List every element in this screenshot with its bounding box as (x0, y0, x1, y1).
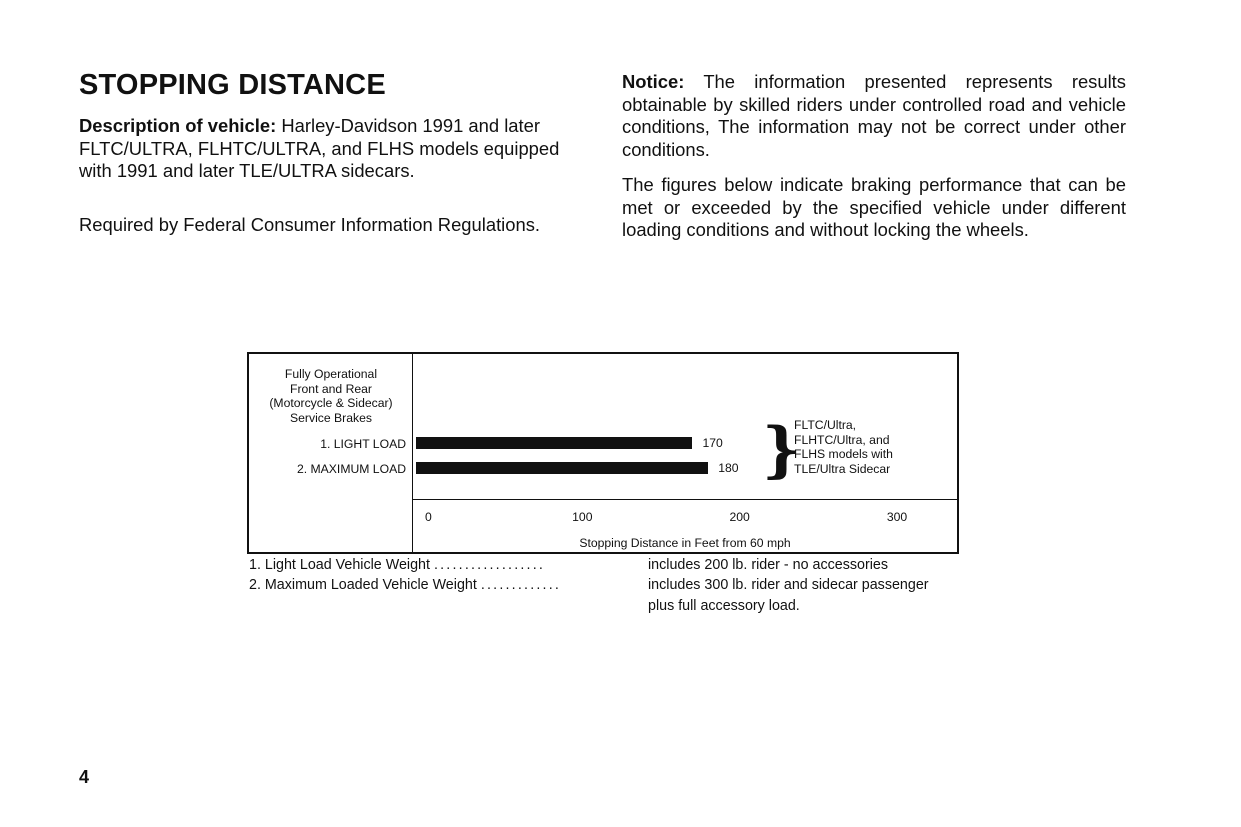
bar-value-light-load: 170 (702, 436, 723, 450)
brace-icon: } (762, 415, 801, 485)
x-tick-label: 200 (729, 510, 750, 524)
category-label-light-load: 1. LIGHT LOAD (320, 437, 406, 451)
annotation-line: FLTC/Ultra, (794, 418, 857, 432)
leader-dots: ............. (480, 577, 562, 593)
leader-dots: .................. (433, 557, 546, 573)
footnote-label-text: 1. Light Load Vehicle Weight (249, 557, 430, 573)
footnote-label (249, 577, 629, 594)
footnote-text: plus full accessory load. (648, 598, 800, 614)
annotation-line: FLHTC/Ultra, and (794, 432, 890, 447)
regulation-statement: Required by Federal Consumer Information Regulations. (79, 214, 541, 235)
notice-text: The information presented represents results obtainable by skilled riders under controlled road and vehicle conditions, The information may not be correct under other conditions. (622, 71, 1126, 160)
figures-paragraph: The figures below indicate braking performance that can be met or exceeded by the specified vehicle under different loading conditions and without locking the wheels. (622, 174, 1126, 241)
page-number: 4 (79, 767, 90, 787)
stopping-distance-chart (247, 352, 959, 554)
x-axis-title: Stopping Distance in Feet from 60 mph (579, 536, 791, 550)
footnote-label (249, 557, 629, 574)
row-header-line: Service Brakes (290, 410, 372, 425)
footnote-text: includes 200 lb. rider - no accessories (648, 557, 888, 573)
notice-label: Notice: (622, 71, 685, 92)
row-header-line: Front and Rear (290, 381, 372, 396)
notice-paragraph (622, 71, 1126, 161)
bar-value-maximum-load: 180 (718, 461, 739, 475)
footnote-label-text: 2. Maximum Loaded Vehicle Weight (249, 577, 477, 593)
row-header (249, 367, 413, 425)
page-title: STOPPING DISTANCE (79, 69, 386, 101)
row-label-column (249, 354, 413, 552)
description-text: Harley-Davidson 1991 and later FLTC/ULTRA, FLHTC/ULTRA, and FLHS models equipped with 1991 and later TLE/ULTRA sidecars. (79, 115, 560, 182)
row-header-line: Fully Operational (284, 367, 378, 381)
row-header-line: (Motorcycle & Sidecar) (269, 396, 393, 411)
axis-divider (413, 499, 957, 500)
x-tick-label: 0 (425, 510, 432, 524)
description-label: Description of vehicle: (79, 115, 277, 136)
x-tick-label: 100 (572, 510, 593, 524)
annotation-line: TLE/Ultra Sidecar (794, 461, 891, 476)
bar-maximum-load (416, 462, 708, 474)
footnote-text: includes 300 lb. rider and sidecar passenger (648, 577, 929, 593)
model-annotation (794, 418, 893, 476)
vehicle-description (79, 115, 589, 183)
category-label-maximum-load: 2. MAXIMUM LOAD (296, 462, 406, 476)
annotation-line: FLHS models with (794, 447, 893, 462)
x-tick-label: 300 (886, 510, 908, 524)
bar-light-load (416, 437, 692, 449)
